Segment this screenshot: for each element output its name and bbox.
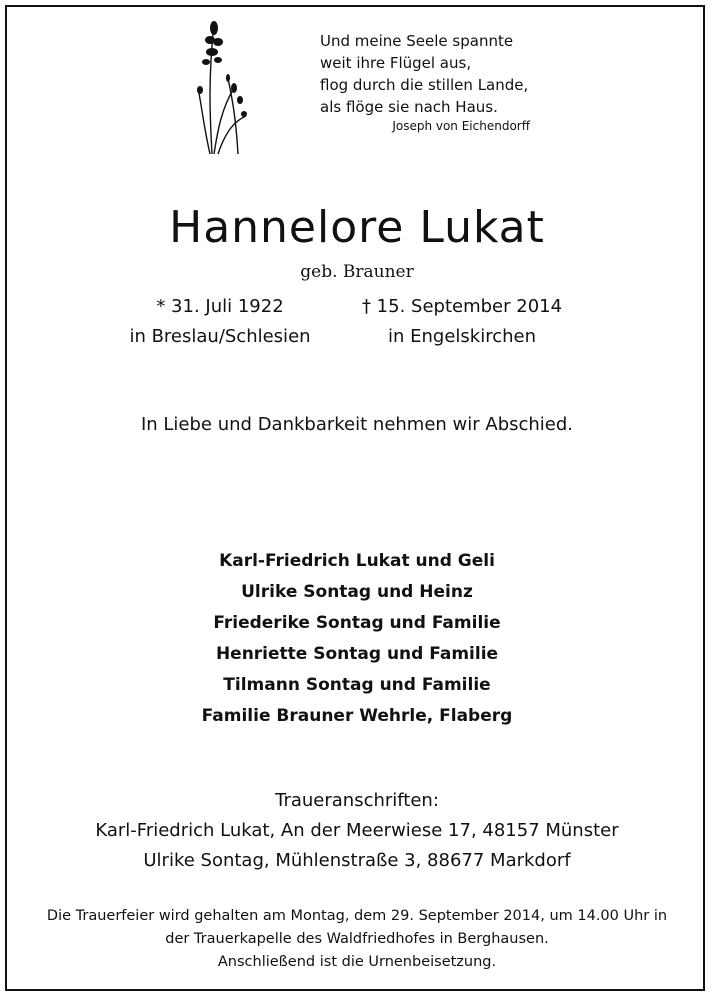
death-place: in Engelskirchen: [387, 326, 536, 347]
deceased-name: Hannelore Lukat: [169, 202, 545, 253]
mourner-entry: Karl-Friedrich Lukat und Geli: [219, 551, 495, 571]
address-line: Ulrike Sontag, Mühlenstraße 3, 88677 Markdorf: [143, 850, 571, 871]
mourner-entry: Familie Brauner Wehrle, Flaberg: [201, 706, 513, 726]
mourners-list: [0, 546, 714, 732]
poem-verse: [320, 30, 528, 118]
mourner-entry: Henriette Sontag und Familie: [215, 644, 499, 664]
poem-line: als flöge sie nach Haus.: [320, 98, 498, 116]
grass-plant-icon: [188, 18, 258, 156]
mourner-entry: Ulrike Sontag und Heinz: [241, 582, 473, 602]
poem-line: flog durch die stillen Lande,: [320, 76, 529, 94]
maiden-name: geb. Brauner: [300, 262, 414, 282]
birth-date: * 31. Juli 1922: [156, 296, 284, 317]
poem-line: weit ihre Flügel aus,: [320, 54, 472, 72]
ceremony-line: der Trauerkapelle des Waldfriedhofes in Berghausen.: [165, 931, 549, 947]
poem-author: Joseph von Eichendorff: [392, 119, 530, 133]
ceremony-line: Anschließend ist die Urnenbeisetzung.: [217, 954, 497, 970]
mourner-entry: Friederike Sontag und Familie: [213, 613, 501, 633]
ceremony-info: [0, 905, 714, 974]
condolence-addresses: [0, 786, 714, 876]
farewell-text: In Liebe und Dankbarkeit nehmen wir Abschied.: [140, 414, 574, 435]
birth-place: in Breslau/Schlesien: [129, 326, 311, 347]
poem-line: Und meine Seele spannte: [320, 32, 514, 50]
address-line: Karl-Friedrich Lukat, An der Meerwiese 17, 48157 Münster: [95, 820, 619, 841]
death-info: [346, 292, 578, 352]
ceremony-line: Die Trauerfeier wird gehalten am Montag, dem 29. September 2014, um 14.00 Uhr in: [46, 908, 668, 924]
death-date: † 15. September 2014: [361, 296, 563, 317]
mourner-entry: Tilmann Sontag und Familie: [223, 675, 491, 695]
birth-info: [110, 292, 330, 352]
addresses-heading: Traueranschriften:: [275, 790, 439, 811]
